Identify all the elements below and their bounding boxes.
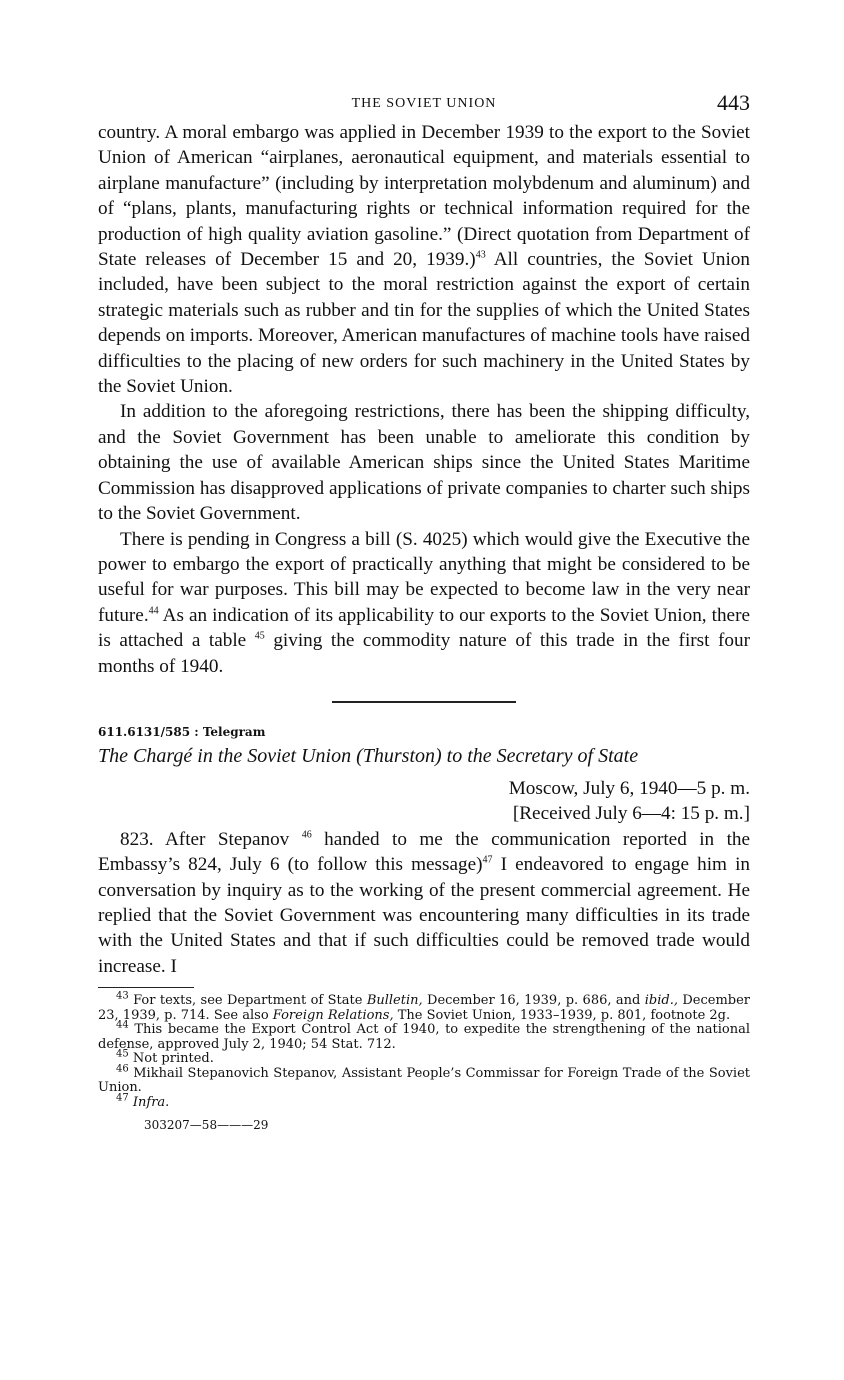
- page-number: 443: [717, 90, 750, 115]
- file-reference: 611.6131/585 : Telegram: [98, 724, 266, 739]
- paragraph: There is pending in Congress a bill (S. 4025) which would give the Executive the power to embargo the export of practically anything that might be considered to be useful for war purposes. This bill may be expected to become law in the very near future.$^{44}$ As an indication of its applicability to our exports to the Soviet Union, there is attached a table $^{45}$ giving the commodity nature of this trade in the first four months of 1940.: [98, 528, 750, 677]
- section-divider: [332, 701, 516, 703]
- footnote: $^{46}$ Mikhail Stepanovich Stepanov, Assistant People’s Commissar for Foreign Trade of the Soviet Union.: [98, 1063, 750, 1096]
- footnote: $^{44}$ This became the Export Control Act of 1940, to expedite the strengthening of the national defense, approved July 2, 1940; 54 Stat. 712.: [98, 1019, 750, 1052]
- telegram-text: [98, 827, 750, 979]
- footnote: $^{45}$ Not printed.: [116, 1048, 214, 1067]
- received-line: [Received July 6—4: 15 p. m.]: [512, 803, 750, 825]
- footnote-ref: 43: [475, 249, 486, 261]
- paragraph: country. A moral embargo was applied in December 1939 to the export to the Soviet Union of American “airplanes, aeronautical equipment, and materials essential to airplane manufacture” (including by interpretation molybdenum and aluminum) and of “plans, plants, manufacturing rights or technical information required for the production of high quality aviation gasoline.” (Direct quotation from Department of State releases of December 15 and 20, 1939.)$^{43}$ All countries, the Soviet Union included, have been subject to the moral restriction against the export of certain strategic materials such as rubber and tin for the supplies of which the United States depends on imports. Moreover, American manufactures of machine tools have raised difficulties to the placing of new orders for such machinery in the United States by the Soviet Union.: [98, 122, 750, 398]
- running-head: [98, 90, 750, 120]
- document-page: [98, 90, 750, 1132]
- paragraph: In addition to the aforegoing restrictions, there has been the shipping difficulty, and the Soviet Government has been unable to ameliorate this condition by obtaining the use of available American ships since the United States Maritime Commission has disapproved applications of private companies to charter such ships to the Soviet Government.: [98, 401, 750, 525]
- paragraph: 823. After Stepanov $^{46}$ handed to me the communication reported in the Embassy’s 824, July 6 (to follow this message)$^{47}$ I endeavored to engage him in conversation by inquiry as to the working of the present commercial agreement. He replied that the Soviet Government was encountering many difficulties in its trade with the United States and that if such difficulties could be removed trade would increase. I: [98, 828, 751, 977]
- document-heading: The Chargé in the Soviet Union (Thurston) to the Secretary of State: [98, 744, 639, 767]
- footnotes: [98, 990, 751, 1110]
- footnote: $^{47}$ Infra.: [116, 1092, 170, 1110]
- printer-imprint: 303207—58———29: [144, 1118, 269, 1133]
- running-head-title: THE SOVIET UNION: [351, 96, 497, 111]
- footnote-ref: 44: [148, 605, 159, 617]
- footnote-ref: 47: [482, 854, 493, 866]
- footnote-divider: [98, 987, 194, 988]
- footnote: $^{43}$ For texts, see Department of State Bulletin, December 16, 1939, p. 686, and ibid., December 23, 1939, p. 714. See also Foreign Relations, The Soviet Union, 1933–1939, p. 801, footnote 2g.: [98, 990, 751, 1023]
- footnote-ref: 45: [254, 630, 265, 642]
- dateline: Moscow, July 6, 1940—5 p. m.: [508, 777, 750, 799]
- body-text: [98, 120, 750, 679]
- footnote-ref: 46: [301, 829, 312, 841]
